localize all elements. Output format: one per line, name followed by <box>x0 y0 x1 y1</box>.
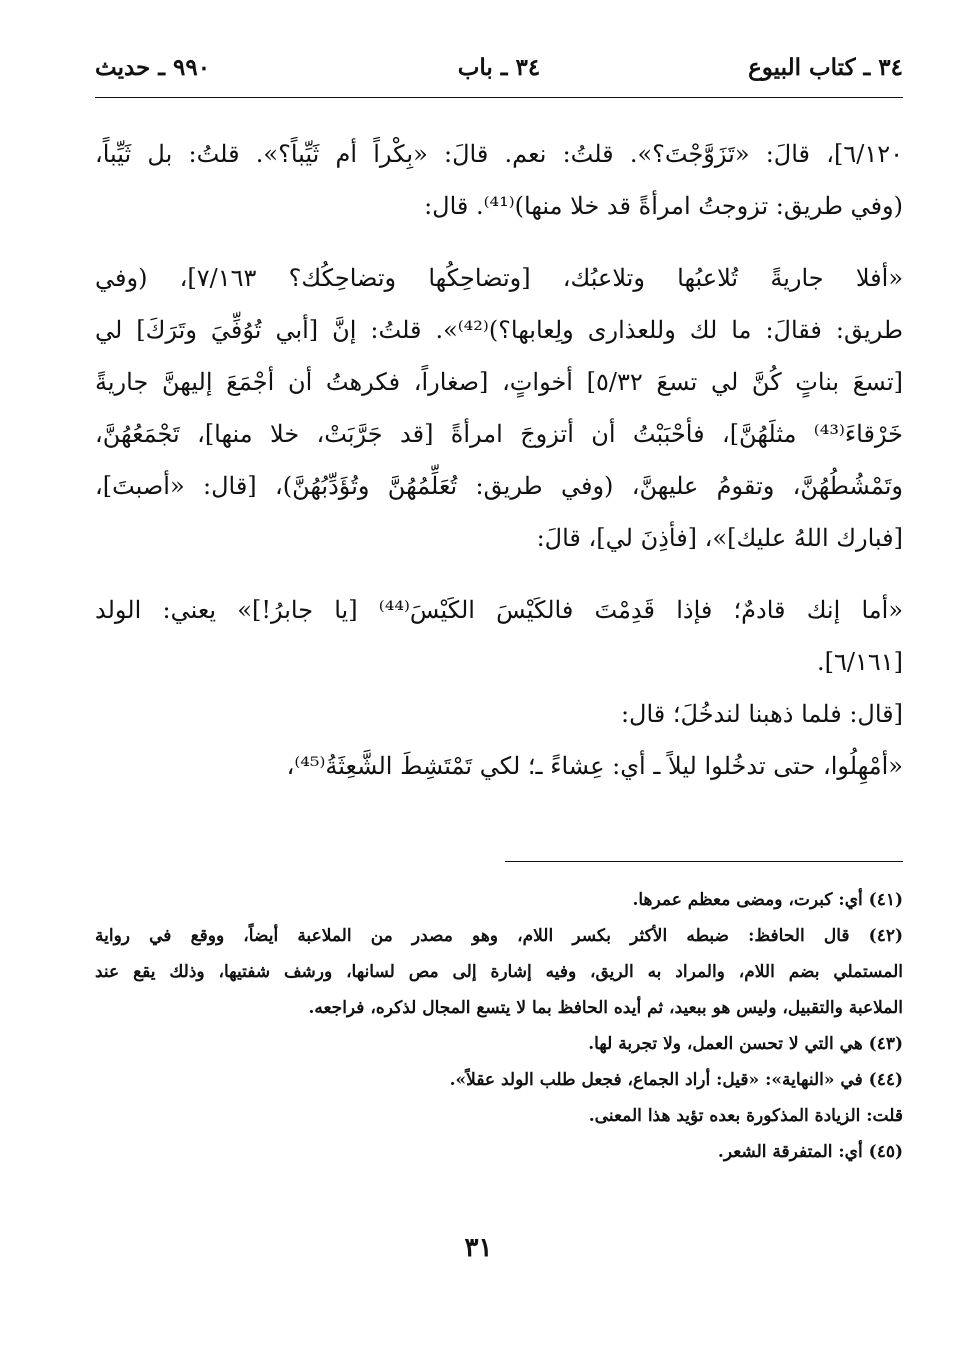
page-header <box>95 50 903 90</box>
footnote-44-comment: قلت: الزيادة المذكورة بعده تؤيد هذا المعنى. <box>588 1106 903 1126</box>
header-divider <box>95 97 903 98</box>
footnote-44: (٤٤) في «النهاية»: «قيل: أراد الجماع، فجعل طلب الولد عقلاً». <box>449 1070 903 1090</box>
text-line: [فبارك اللهُ عليك]»، [فأذِنَ لي]، قالَ: <box>536 524 903 552</box>
text-line: طريق: فقالَ: ما لك وللعذارى ولِعابها؟)⁽⁴²⁾». قلتُ: إنَّ [أبي تُوُفِّيَ وتَرَكَ] لي <box>95 316 903 344</box>
footnotes <box>95 882 903 1170</box>
text-line: ٦/١٢٠]، قالَ: «تَزَوَّجْتَ؟». قلتُ: نعم. قالَ: «بِكْراً أم ثَيِّباً؟». قلتُ: بل ثَيِّباً، <box>95 140 903 168</box>
book-title: ٣٤ ـ كتاب البيوع <box>748 54 903 81</box>
page-number: ٣١ <box>464 1233 493 1263</box>
footnote-42-line: المستملي بضم اللام، والمراد به الريق، وفيه إشارة إلى مص لسانها، ورشف شفتيها، وذلك يقع عند <box>95 962 903 982</box>
text-line: (وفي طريق: تزوجتُ امرأةً قد خلا منها)⁽⁴¹⁾. قال: <box>424 192 903 220</box>
footnote-divider <box>505 861 903 862</box>
main-text <box>95 128 903 792</box>
text-line: «أفلا جاريةً تُلاعبُها وتلاعبُك، [وتضاحِكُها وتضاحِكُك؟ ٧/١٦٣]، (وفي <box>95 264 903 292</box>
text-line: [تسعَ بناتٍ كُنَّ لي تسعَ ٥/٣٢] أخواتٍ، [صغاراً، فكرهتُ أن أجْمَعَ إليهنَّ جاريةً <box>95 368 903 396</box>
hadith-number: ٩٩٠ ـ حديث <box>95 54 211 81</box>
footnote-45: (٤٥) أي: المتفرقة الشعر. <box>717 1142 903 1162</box>
footnote-42-line: الملاعبة والتقبيل، وليس هو ببعيد، ثم أيده الحافظ بما لا يتسع المجال لذكره، فراجعه. <box>308 998 903 1018</box>
text-line: «أما إنك قادمٌ؛ فإذا قَدِمْتَ فالكَيْسَ الكَيْسَ⁽⁴⁴⁾ [يا جابرُ!]» يعني: الولد <box>95 596 903 624</box>
text-line: [قال: فلما ذهبنا لندخُلَ؛ قال: <box>620 700 903 728</box>
text-line: خَرْقاءَ⁽⁴³⁾ مثلَهُنَّ]، فأحْبَبْتُ أن أتزوجَ امرأةً [قد جَرَّبَتْ، خلا منها]، تَجْمَعُهُنَّ، <box>95 420 903 448</box>
text-line: وتَمْشُطُهُنَّ، وتقومُ عليهنَّ، (وفي طريق: تُعَلِّمُهُنَّ وتُؤَدِّبُهُنَّ)، [قال: «أصبتَ]، <box>95 472 903 500</box>
chapter-title: ٣٤ ـ باب <box>457 54 541 81</box>
footnote-41: (٤١) أي: كبرت، ومضى معظم عمرها. <box>632 890 903 910</box>
footnote-43: (٤٣) هي التي لا تحسن العمل، ولا تجربة لها. <box>588 1034 903 1054</box>
text-line: «أمْهِلُوا، حتى تدخُلوا ليلاً ـ أي: عِشاءً ـ؛ لكي تَمْتَشِطَ الشَّعِثَةُ⁽⁴⁵⁾، <box>286 752 903 780</box>
text-line: [٦/١٦١]. <box>816 648 903 676</box>
footnote-42-line: (٤٢) قال الحافظ: ضبطه الأكثر بكسر اللام، وهو مصدر من الملاعبة أيضاً، ووقع في رواية <box>95 926 903 946</box>
